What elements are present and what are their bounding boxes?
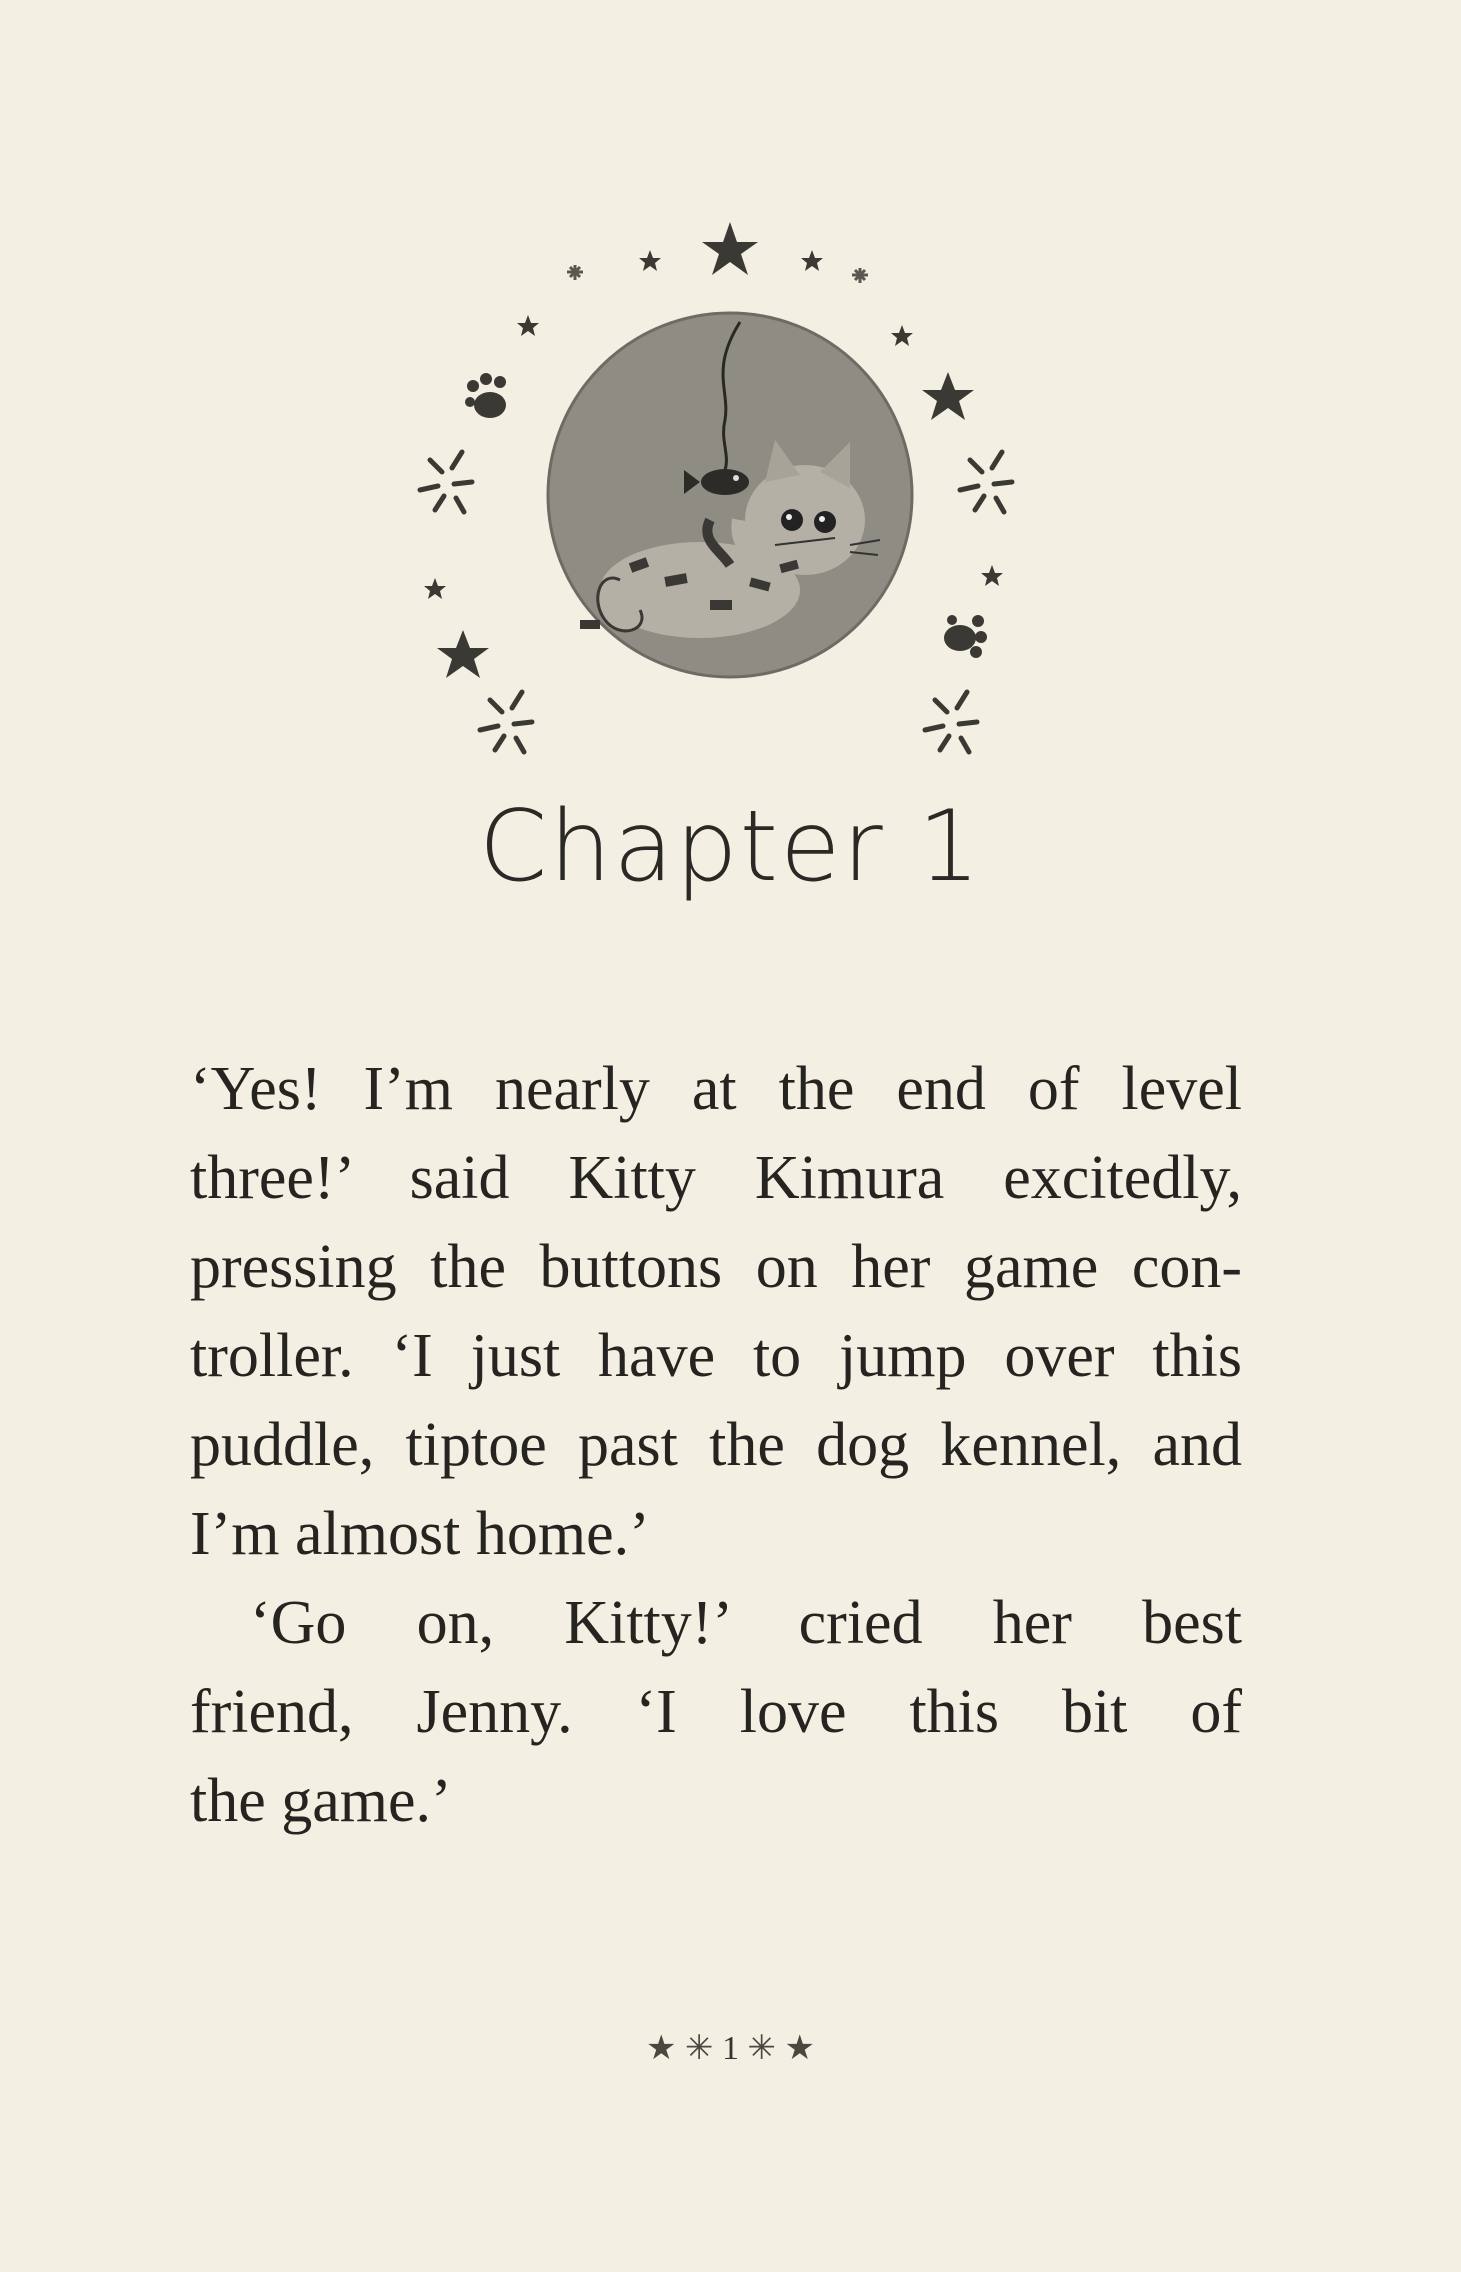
- page-number-footer: [0, 2028, 1461, 2068]
- star-icon: ★: [646, 2028, 677, 2068]
- paw-print-icon: [465, 373, 506, 418]
- star-icon: [891, 325, 913, 346]
- text-line: troller. ‘I just have to jump over this: [190, 1322, 1242, 1390]
- chapter-body-text: [190, 1045, 1242, 1846]
- sparkle-icon: ✳: [747, 2028, 776, 2068]
- text-line: friend, Jenny. ‘I love this bit of: [190, 1678, 1242, 1746]
- star-icon: [981, 565, 1003, 586]
- text-line: ‘Go on, Kitty!’ cried her best: [250, 1589, 1242, 1657]
- star-icon: [424, 578, 446, 599]
- text-line: three!’ said Kitty Kimura excitedly,: [190, 1144, 1242, 1212]
- chapter-illustration: [380, 220, 1080, 820]
- star-icon: [801, 250, 823, 271]
- star-icon: [517, 315, 539, 336]
- page-number: 1: [722, 2030, 739, 2067]
- text-line: ‘Yes! I’m nearly at the end of level: [190, 1055, 1242, 1123]
- paw-print-icon: [944, 615, 987, 658]
- text-line: pressing the buttons on her game con-: [190, 1233, 1242, 1301]
- text-line: puddle, tiptoe past the dog kennel, and: [190, 1411, 1242, 1479]
- star-icon: ★: [784, 2028, 815, 2068]
- star-icon: [639, 250, 661, 271]
- chapter-title: Chapter 1: [478, 790, 983, 904]
- star-icon: [437, 630, 489, 678]
- text-line: the game.’: [190, 1767, 452, 1835]
- star-icon: [922, 372, 974, 420]
- star-icon: [702, 222, 758, 275]
- sparkle-icon: ✳: [685, 2028, 714, 2068]
- text-line: I’m almost home.’: [190, 1500, 650, 1568]
